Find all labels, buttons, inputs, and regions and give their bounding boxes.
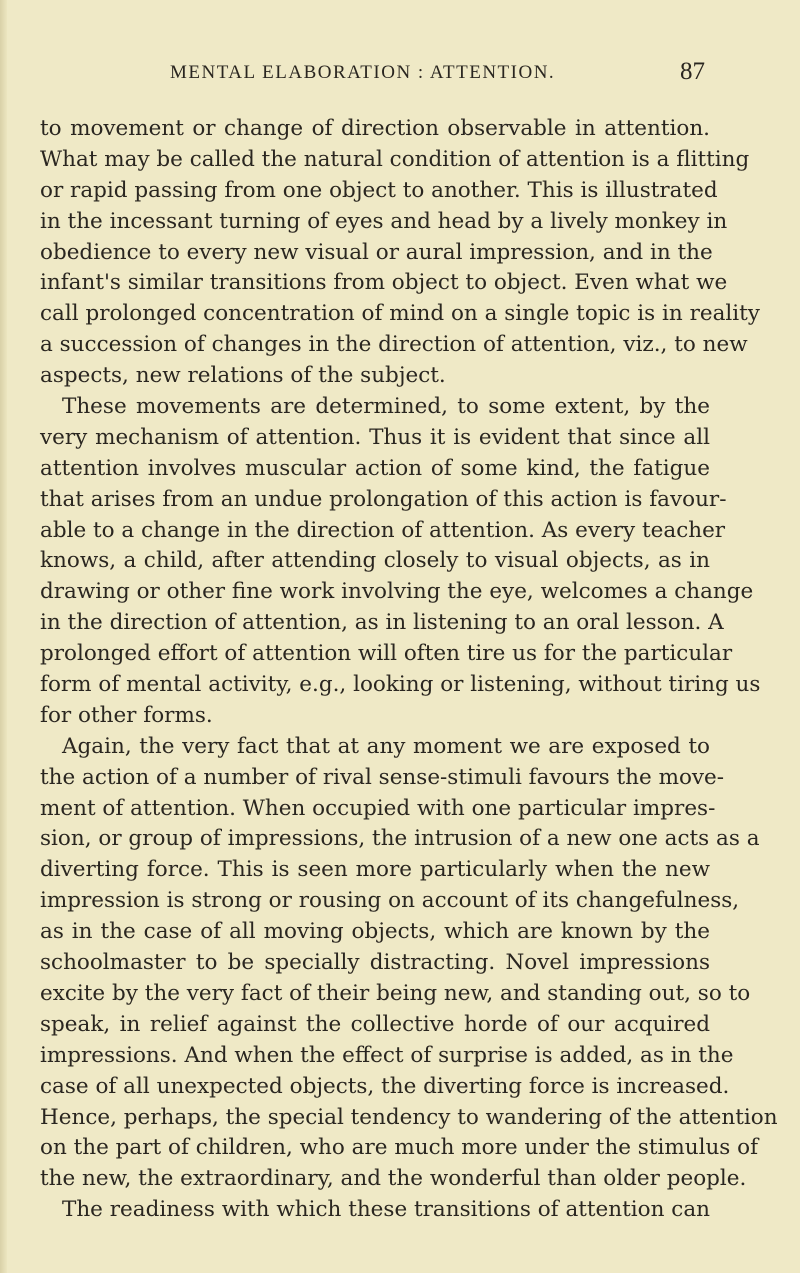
text-line: prolonged effort of attention will often tire us for the particular [40,641,733,667]
text-line: drawing or other fine work involving the eye, welcomes a change [40,579,754,605]
text-line: diverting force. This is seen more particularly when the new [40,857,710,883]
text-line: on the part of children, who are much more under the stimulus of [40,1135,759,1161]
text-line: able to a change in the direction of attention. As every teacher [40,517,726,543]
page-edge [0,0,7,1273]
text-line: call prolonged concentration of mind on a single topic is in reality [40,301,760,327]
text-line: that arises from an undue prolongation of this action is favour- [40,486,727,512]
text-line: the action of a number of rival sense-stimuli favours the move- [40,764,725,790]
text-line: to movement or change of direction observable in attention. [40,116,710,141]
body-text [40,114,778,1226]
text-line: in the direction of attention, as in listening to an oral lesson. A [40,610,724,636]
text-line: excite by the very fact of their being new, and standing out, so to [40,980,751,1006]
text-line: in the incessant turning of eyes and head by a lively monkey in [40,208,728,234]
text-line: Again, the very fact that at any moment we are exposed to [62,733,710,759]
text-line: infant's similar transitions from object to object. Even what we [40,270,728,296]
text-line: impressions. And when the effect of surprise is added, as in the [40,1042,734,1068]
text-line: These movements are determined, to some extent, by the [62,394,710,420]
text-line: for other forms. [40,702,213,728]
text-line: very mechanism of attention. Thus it is evident that since all [40,424,710,450]
paragraph [40,114,760,392]
text-line: form of mental activity, e.g., looking or listening, without tiring us [40,672,761,698]
text-line: the new, the extraordinary, and the wonderful than older people. [40,1166,747,1192]
text-line: aspects, new relations of the subject. [40,363,446,389]
text-line: impression is strong or rousing on account of its changefulness, [40,888,740,914]
text-line: What may be called the natural condition of attention is a flitting [40,146,750,172]
paragraph [40,732,778,1195]
text-line: case of all unexpected objects, the diverting force is increased. [40,1073,730,1099]
text-line: sion, or group of impressions, the intrusion of a new one acts as a [40,826,760,852]
page-number: 87 [680,58,705,85]
paragraph [40,392,761,732]
running-title: MENTAL ELABORATION : ATTENTION. [170,62,556,83]
text-line: obedience to every new visual or aural impression, and in the [40,239,713,265]
text-line: a succession of changes in the direction of attention, viz., to new [40,332,748,358]
text-line: The readiness with which these transitions of attention can [62,1197,710,1223]
text-line: attention involves muscular action of some kind, the fatigue [40,455,710,481]
running-head [40,58,760,98]
text-line: speak, in relief against the collective horde of our acquired [40,1011,710,1037]
text-line: knows, a child, after attending closely to visual objects, as in [40,548,710,574]
text-line: ment of attention. When occupied with one particular impres- [40,795,716,821]
text-line: schoolmaster to be specially distracting. Novel impressions [40,950,710,976]
paragraph [40,1195,710,1226]
text-line: Hence, perhaps, the special tendency to wandering of the attention [40,1104,778,1130]
text-line: or rapid passing from one object to another. This is illustrated [40,177,718,203]
text-line: as in the case of all moving objects, which are known by the [40,919,710,945]
